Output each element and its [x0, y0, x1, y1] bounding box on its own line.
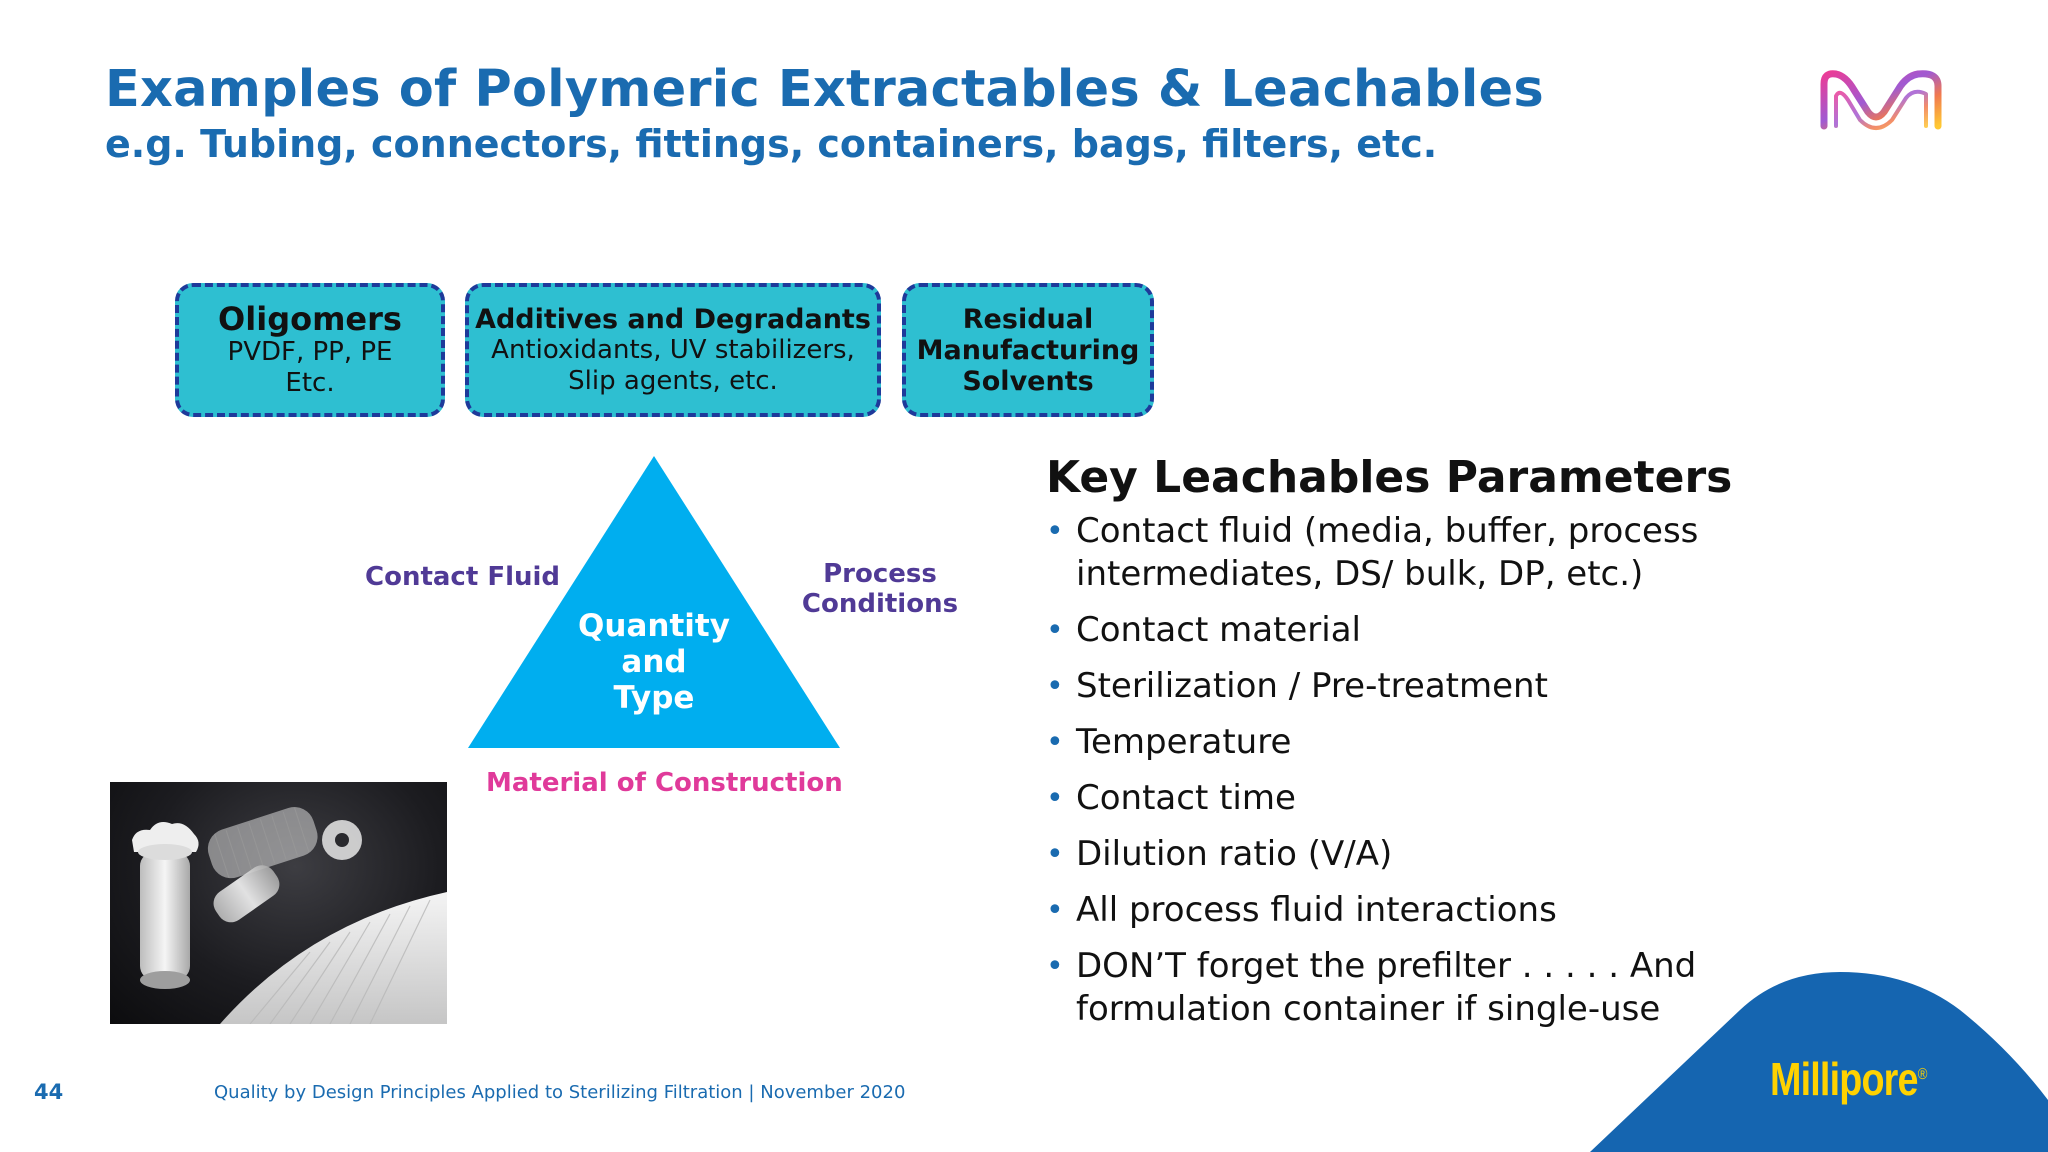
oligomers-line: Etc. [285, 368, 335, 398]
filter-cartridges-photo [110, 782, 447, 1024]
additives-line: Antioxidants, UV stabilizers, [491, 334, 855, 365]
additives-box [465, 283, 881, 417]
key-params-item-text: Contact fluid (media, buffer, process intermediates, DS/ bulk, DP, etc.) [1076, 511, 1699, 594]
additives-line: Slip agents, etc. [568, 365, 778, 396]
key-params-item [1046, 721, 1746, 764]
page-number: 44 [34, 1080, 64, 1104]
key-params-item-text: Sterilization / Pre-treatment [1076, 666, 1548, 706]
oligomers-heading: Oligomers [218, 300, 402, 338]
key-params-list [1046, 510, 1746, 1044]
solvents-heading-line: Residual [962, 303, 1094, 335]
key-params-item [1046, 665, 1746, 708]
footer-text: Quality by Design Principles Applied to Sterilizing Filtration | November 2020 [214, 1082, 906, 1103]
millipore-brand-logo [1770, 1052, 1927, 1106]
bullet-icon: • [1046, 613, 1064, 648]
contact-fluid-label: Contact Fluid [365, 562, 561, 592]
key-params-item [1046, 889, 1746, 932]
bullet-icon: • [1046, 725, 1064, 760]
brand-registered-mark: ® [1917, 1066, 1927, 1083]
triangle-center-line: and [621, 644, 687, 680]
key-params-item [1046, 777, 1746, 820]
triangle-center-text [556, 608, 752, 716]
key-params-heading: Key Leachables Parameters [1046, 452, 1733, 503]
triangle-center-line: Quantity [578, 608, 730, 644]
solvents-heading-line: Solvents [962, 365, 1094, 397]
bullet-icon: • [1046, 893, 1064, 928]
material-of-construction-label: Material of Construction [486, 768, 843, 798]
process-conditions-line: Process [823, 559, 937, 589]
key-params-item-text: All process fluid interactions [1076, 890, 1557, 930]
key-params-item-text: Contact material [1076, 610, 1361, 650]
slide-title: Examples of Polymeric Extractables & Leachables [105, 60, 1544, 119]
process-conditions-line: Conditions [801, 589, 959, 619]
key-params-item-text: Dilution ratio (V/A) [1076, 834, 1393, 874]
solvents-heading-line: Manufacturing [916, 334, 1140, 366]
bullet-icon: • [1046, 949, 1064, 984]
key-params-item [1046, 510, 1746, 596]
oligomers-line: PVDF, PP, PE [227, 337, 393, 367]
bullet-icon: • [1046, 514, 1064, 549]
bullet-icon: • [1046, 837, 1064, 872]
solvents-box [902, 283, 1154, 417]
process-conditions-label [800, 559, 960, 619]
key-params-item [1046, 833, 1746, 876]
additives-heading: Additives and Degradants [475, 303, 871, 335]
key-params-item [1046, 609, 1746, 652]
brand-name: Millipore [1770, 1053, 1918, 1105]
filter-cartridges-illustration [110, 782, 447, 1024]
key-params-item-text: Contact time [1076, 778, 1296, 818]
slide-subtitle: e.g. Tubing, connectors, fittings, containers, bags, filters, etc. [105, 122, 1438, 166]
oligomers-box [175, 283, 445, 417]
bullet-icon: • [1046, 781, 1064, 816]
triangle-center-line: Type [613, 680, 695, 716]
key-params-item-text: DON’T forget the prefilter . . . . . And formulation container if single-use [1076, 946, 1697, 1029]
bullet-icon: • [1046, 669, 1064, 704]
key-params-item-text: Temperature [1076, 722, 1292, 762]
merck-logo-icon [1818, 66, 1944, 132]
